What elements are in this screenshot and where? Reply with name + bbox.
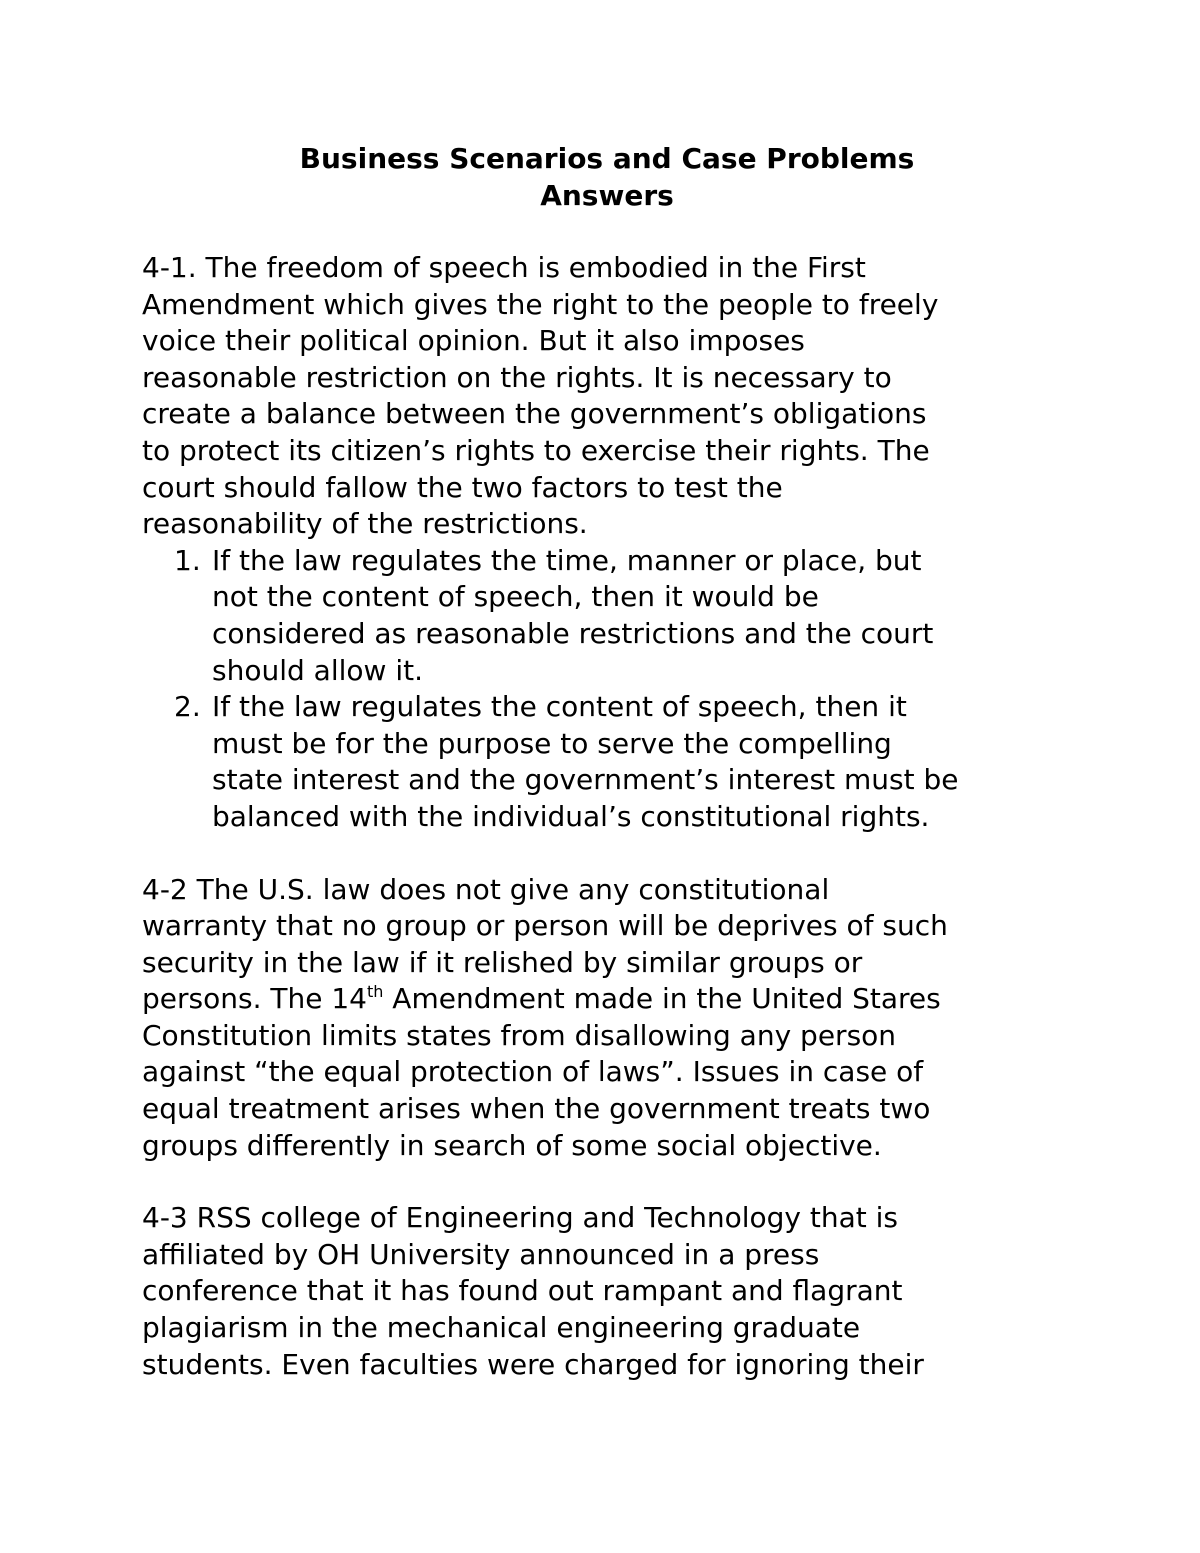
answer-4-2-paragraph xyxy=(142,872,1072,1165)
list-item-number: 2. xyxy=(174,690,201,724)
text-line: should allow it. xyxy=(212,653,423,687)
text-line: 4-3 RSS college of Engineering and Technology that is xyxy=(142,1201,898,1235)
document-page xyxy=(142,140,1072,1383)
text-line: equal treatment arises when the government treats two xyxy=(142,1092,931,1126)
list-item-number: 1. xyxy=(174,543,201,577)
text-line: to protect its citizen’s rights to exercise their rights. The xyxy=(142,433,930,467)
text-line-with-superscript xyxy=(142,981,1072,1018)
text-line: plagiarism in the mechanical engineering graduate xyxy=(142,1311,861,1345)
text-line: 4-2 The U.S. law does not give any constitutional xyxy=(142,872,830,906)
text-line: warranty that no group or person will be deprives of such xyxy=(142,909,948,943)
list-item xyxy=(142,689,1072,835)
text-line: Amendment which gives the right to the people to freely xyxy=(142,287,939,321)
text-line: considered as reasonable restrictions and the court xyxy=(212,616,934,650)
document-subtitle: Answers xyxy=(540,179,674,212)
text-line: against “the equal protection of laws”. Issues in case of xyxy=(142,1055,924,1089)
text-line: students. Even faculties were charged for ignoring their xyxy=(142,1347,924,1381)
ordinal-superscript: th xyxy=(366,982,384,1002)
text-fragment: Amendment made in the United Stares xyxy=(383,982,941,1016)
text-line: security in the law if it relished by similar groups or xyxy=(142,945,863,979)
text-line: If the law regulates the time, manner or place, but xyxy=(212,543,922,577)
text-line: create a balance between the government’s obligations xyxy=(142,397,927,431)
text-line: must be for the purpose to serve the compelling xyxy=(212,726,892,760)
answer-4-3-paragraph xyxy=(142,1200,1072,1383)
answer-4-1-factor-list xyxy=(142,543,1072,836)
document-title: Business Scenarios and Case Problems xyxy=(299,142,915,175)
text-line: reasonability of the restrictions. xyxy=(142,507,588,541)
text-line: Constitution limits states from disallowing any person xyxy=(142,1018,897,1052)
text-line: reasonable restriction on the rights. It is necessary to xyxy=(142,360,892,394)
text-line: balanced with the individual’s constitutional rights. xyxy=(212,799,930,833)
text-line: state interest and the government’s interest must be xyxy=(212,763,959,797)
list-item xyxy=(142,543,1072,689)
text-line: groups differently in search of some social objective. xyxy=(142,1128,882,1162)
text-line: affiliated by OH University announced in a press xyxy=(142,1237,820,1271)
text-line: If the law regulates the content of speech, then it xyxy=(212,690,907,724)
text-line: conference that it has found out rampant and flagrant xyxy=(142,1274,903,1308)
title-block xyxy=(142,140,1072,214)
text-line: not the content of speech, then it would be xyxy=(212,580,819,614)
paragraph-gap xyxy=(142,1164,1072,1200)
paragraph-gap xyxy=(142,836,1072,872)
text-line: voice their political opinion. But it also imposes xyxy=(142,324,805,358)
text-line: 4-1. The freedom of speech is embodied in the First xyxy=(142,251,866,284)
answer-4-1-paragraph xyxy=(142,250,1072,543)
text-line: court should fallow the two factors to test the xyxy=(142,470,783,504)
text-fragment: persons. The 14 xyxy=(142,982,367,1016)
